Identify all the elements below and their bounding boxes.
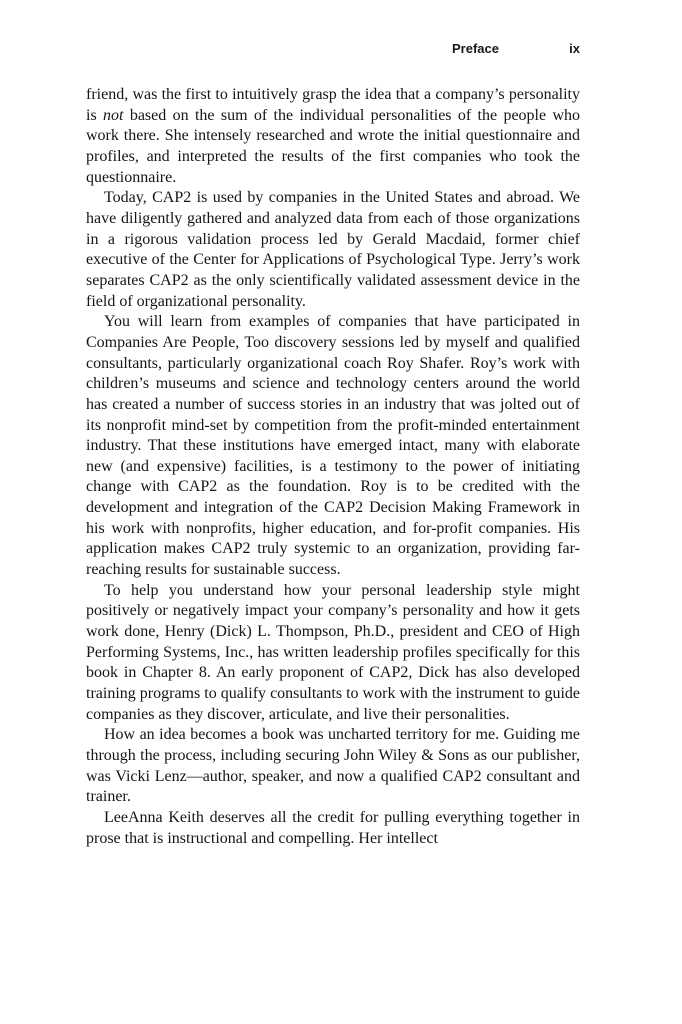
paragraph-5: How an idea becomes a book was uncharted territory for me. Guiding me through the process, including securing John Wiley & Sons as our publisher, was Vicki Lenz—author, speaker, and now a qualified CAP2 consultant and trainer.: [86, 726, 580, 806]
paragraph-6: LeeAnna Keith deserves all the credit for pulling everything together in prose that is instructional and compelling. Her intellect: [86, 808, 580, 847]
paragraph-1-start: friend, was the first to intuitively grasp the idea that a company’s personality is: [86, 86, 580, 124]
paragraph-1-end: based on the sum of the individual personalities of the people who work there. She intensely researched and wrote the initial questionnaire and profiles, and interpreted the results of the first companies who took the questionnaire.: [86, 106, 581, 186]
section-title: Preface: [452, 41, 499, 56]
running-header: [86, 41, 580, 61]
emphasis-not: not: [103, 106, 124, 124]
body-text: [86, 85, 580, 849]
paragraph-2: Today, CAP2 is used by companies in the United States and abroad. We have diligently gathered and analyzed data from each of those organizations in a rigorous validation process led by Gerald Macdaid, former chief executive of the Center for Applications of Psychological Type. Jerry’s work separates CAP2 as the only scientifically validated assessment device in the field of organizational personality.: [86, 189, 580, 310]
paragraph-3: You will learn from examples of companies that have participated in Companies Are People, Too discovery sessions led by myself and qualified consultants, particularly organizational coach Roy Shafer. Roy’s work with children’s museums and science and technology centers around the world has created a number of success stories in an industry that was jolted out of its nonprofit mind-set by competition from the profit-minded entertainment industry. That these institutions have emerged intact, many with elaborate new (and expensive) facilities, is a testimony to the power of initiating change with CAP2 as the foundation. Roy is to be credited with the development and integration of the CAP2 Decision Making Framework in his work with nonprofits, higher education, and for-profit companies. His application makes CAP2 truly systemic to an organization, providing far-reaching results for sustainable success.: [86, 313, 580, 579]
paragraph-4: To help you understand how your personal leadership style might positively or negatively impact your company’s personality and how it gets work done, Henry (Dick) L. Thompson, Ph.D., president and CEO of High Performing Systems, Inc., has written leadership profiles specifically for this book in Chapter 8. An early proponent of CAP2, Dick has also developed training programs to qualify consultants to work with the instrument to guide companies as they discover, articulate, and live their personalities.: [86, 581, 580, 723]
paragraph-1: [86, 85, 580, 188]
page-number: ix: [569, 41, 580, 56]
